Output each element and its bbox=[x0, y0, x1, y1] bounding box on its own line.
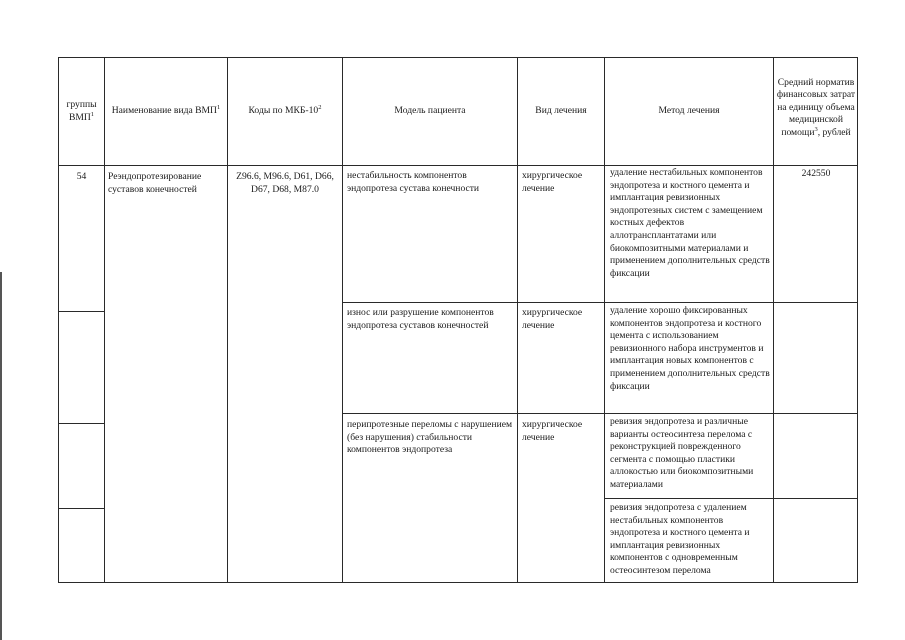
cost-value: 242550 bbox=[801, 168, 831, 179]
header-codes: Коды по МКБ-$10^2$ bbox=[248, 104, 322, 117]
treatment-type: хирургическое лечение bbox=[522, 170, 583, 194]
patient-model: нестабильность компонентов эндопротеза сустава конечности bbox=[347, 170, 480, 194]
treatment-method: ревизия эндопротеза с удалением нестабильных компонентов эндопротеза и костного цемента и имплантация ревизионных компонентов с одновременным остеосинтезом перелома bbox=[610, 502, 750, 576]
treatment-type: хирургическое лечение bbox=[522, 307, 583, 331]
header-cost: Средний норматив финансовых затрат на единицу объема медицинской помощи$^3$, рублей bbox=[776, 76, 856, 138]
page-edge-mark bbox=[0, 272, 2, 640]
patient-model: износ или разрушение компонентов эндопротеза суставов конечностей bbox=[347, 307, 494, 331]
group-number: 54 bbox=[76, 171, 87, 182]
treatment-method: удаление хорошо фиксированных компонентов эндопротеза и костного цемента с использованием ревизионного набора инструментов и имплантация новых компонентов с применением дополнительных средств фиксации bbox=[610, 305, 770, 392]
treatment-type: хирургическое лечение bbox=[522, 419, 583, 443]
header-model: Модель пациента bbox=[394, 105, 466, 117]
treatment-method: ревизия эндопротеза и различные варианты остеосинтеза перелома с реконструкцией поврежденного сегмента с помощью пластики аллокостью или биокомпозитными материалами bbox=[610, 416, 754, 490]
header-type: Вид лечения bbox=[535, 105, 587, 117]
patient-model: перипротезные переломы с нарушением (без нарушения) стабильности компонентов эндопротеза bbox=[347, 419, 513, 456]
header-method: Метод лечения bbox=[658, 105, 720, 117]
header-name: Наименование вида ВМП$^1$ bbox=[111, 104, 221, 117]
header-group: группы ВМП$^1$ bbox=[66, 98, 97, 123]
icd-codes: Z96.6, M96.6, D61, D66, D67, D68, M87.0 bbox=[236, 171, 334, 195]
treatment-method: удаление нестабильных компонентов эндопротеза и костного цемента и имплантация ревизионных эндопротезных систем с замещением костных дефектов аллотрансплантатами или биокомпозитными материалами и применением дополнительных средств фиксации bbox=[610, 167, 770, 279]
vmp-name: Реэндопротезирование суставов конечностей bbox=[108, 171, 202, 195]
